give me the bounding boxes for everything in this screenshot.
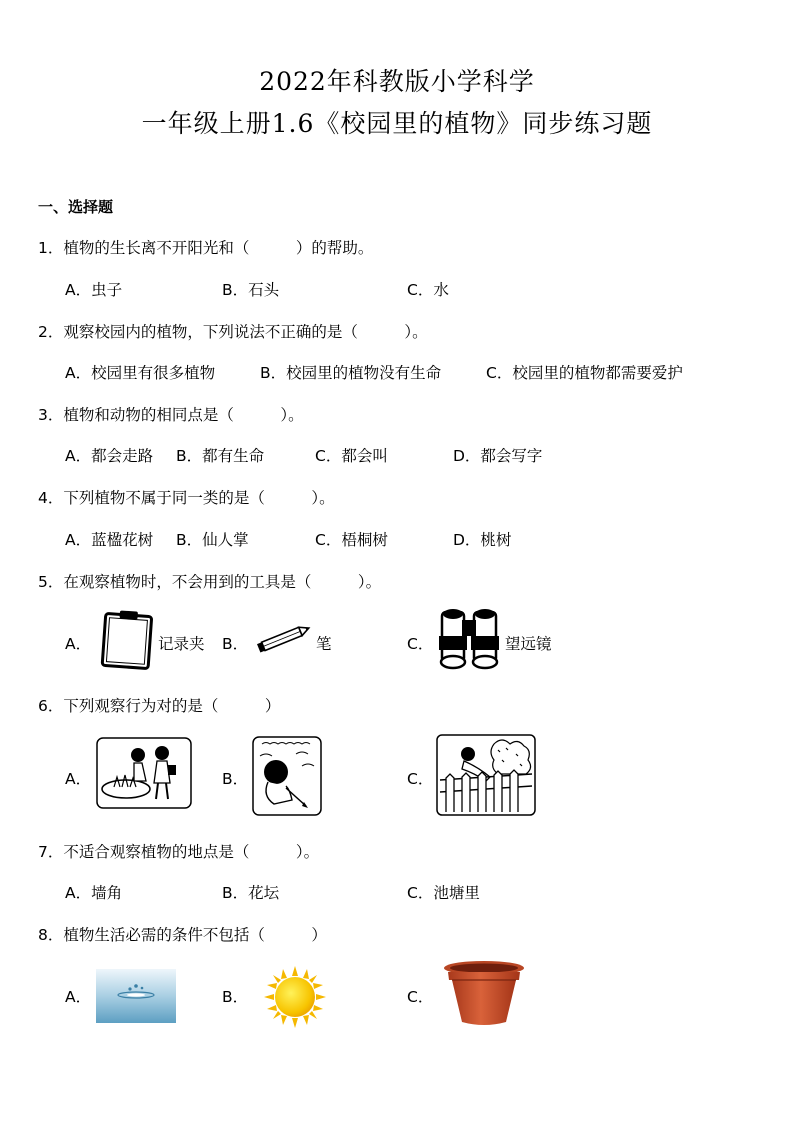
question-4-option-b[interactable]: B．仙人掌 — [176, 531, 249, 549]
question-7-option-c[interactable]: C．池塘里 — [407, 884, 480, 902]
question-3-option-c[interactable]: C．都会叫 — [315, 447, 388, 465]
binoculars-image — [436, 606, 502, 670]
question-6-stem: 6．下列观察行为对的是（ ） — [38, 697, 281, 715]
question-2-option-b[interactable]: B．校园里的植物没有生命 — [260, 364, 442, 382]
question-7-option-b[interactable]: B．花坛 — [222, 884, 280, 902]
question-2-option-a[interactable]: A．校园里有很多植物 — [65, 364, 216, 382]
question-1-stem: 1．植物的生长离不开阳光和（ ）的帮助。 — [38, 239, 374, 257]
question-8-option-a[interactable]: A． — [65, 988, 92, 1006]
question-3-stem: 3．植物和动物的相同点是（ ）。 — [38, 406, 304, 424]
question-4-option-a[interactable]: A．蓝楹花树 — [65, 531, 154, 549]
sun-image — [264, 966, 326, 1028]
pencil-image — [254, 624, 312, 654]
question-5-option-c[interactable]: C． — [407, 635, 434, 653]
children-observing-image — [96, 737, 192, 809]
water-image — [96, 969, 176, 1023]
question-6-option-b[interactable]: B． — [222, 770, 249, 788]
question-1-option-a[interactable]: A．虫子 — [65, 281, 123, 299]
question-5-caption-b: 笔 — [316, 635, 332, 653]
question-7-option-a[interactable]: A．墙角 — [65, 884, 123, 902]
flower-pot-image — [442, 960, 526, 1028]
question-5-option-a[interactable]: A． — [65, 635, 92, 653]
question-6-option-a[interactable]: A． — [65, 770, 92, 788]
question-4-stem: 4．下列植物不属于同一类的是（ ）。 — [38, 489, 335, 507]
document-title-line2: 一年级上册1.6《校园里的植物》同步练习题 — [141, 109, 653, 138]
question-2-option-c[interactable]: C．校园里的植物都需要爱护 — [486, 364, 683, 382]
question-5-caption-a: 记录夹 — [158, 635, 205, 653]
question-6-option-c[interactable]: C． — [407, 770, 434, 788]
question-7-stem: 7．不适合观察植物的地点是（ ）。 — [38, 843, 320, 861]
question-3-option-b[interactable]: B．都有生命 — [176, 447, 265, 465]
question-5-option-b[interactable]: B． — [222, 635, 249, 653]
question-5-stem: 5．在观察植物时，不会用到的工具是（ ）。 — [38, 573, 382, 591]
clipboard-image — [98, 610, 156, 670]
question-8-stem: 8．植物生活必需的条件不包括（ ） — [38, 926, 327, 944]
question-3-option-d[interactable]: D．都会写字 — [453, 447, 543, 465]
document-title-line1: 2022年科教版小学科学 — [259, 67, 535, 96]
question-4-option-c[interactable]: C．梧桐树 — [315, 531, 388, 549]
question-5-caption-c: 望远镜 — [505, 635, 552, 653]
question-8-option-b[interactable]: B． — [222, 988, 249, 1006]
section-heading: 一、选择题 — [38, 198, 114, 216]
question-8-option-c[interactable]: C． — [407, 988, 434, 1006]
child-picking-image — [252, 736, 322, 816]
question-2-stem: 2．观察校园内的植物，下列说法不正确的是（ ）。 — [38, 323, 428, 341]
question-1-option-b[interactable]: B．石头 — [222, 281, 280, 299]
question-4-option-d[interactable]: D．桃树 — [453, 531, 512, 549]
child-at-fence-image — [436, 734, 536, 816]
question-1-option-c[interactable]: C．水 — [407, 281, 449, 299]
question-3-option-a[interactable]: A．都会走路 — [65, 447, 154, 465]
